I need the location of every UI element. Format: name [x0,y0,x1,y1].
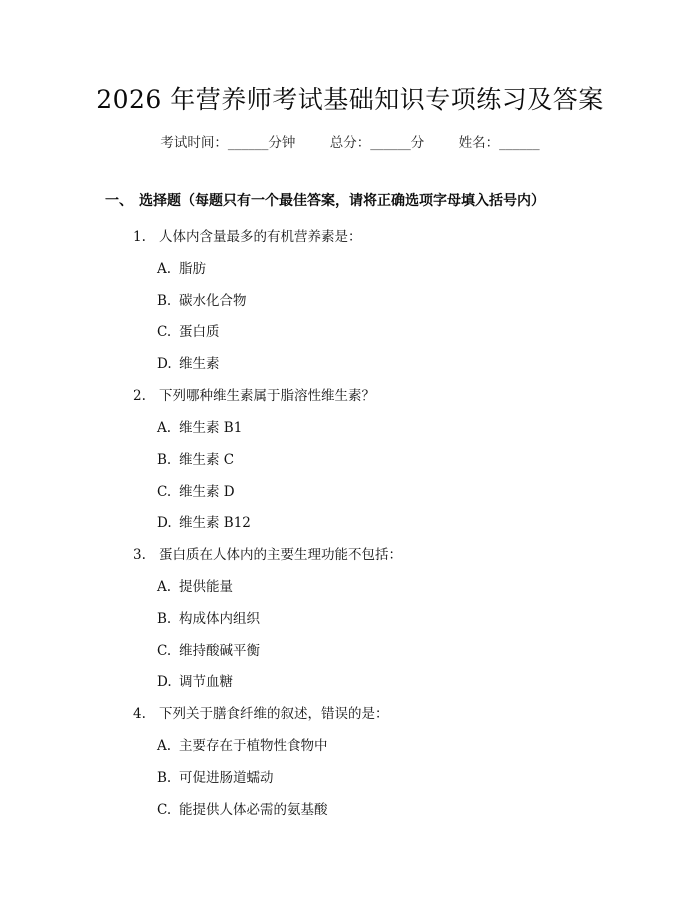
option-letter: A. [157,261,172,277]
question-number: 1. [133,229,146,245]
option-2-b [157,448,234,468]
section-number: 一、 [105,193,133,209]
section-heading [105,190,545,210]
option-text: 蛋白质 [179,324,220,340]
question-3 [133,543,402,563]
question-1 [133,225,362,245]
option-1-a [157,257,206,277]
time-blank: ______ [227,135,269,151]
question-text: 蛋白质在人体内的主要生理功能不包括： [159,547,402,563]
question-text: 人体内含量最多的有机营养素是： [159,229,362,245]
score-unit: 分 [410,135,425,151]
name-blank: ______ [499,135,540,151]
option-4-a [157,734,328,754]
name-label: 姓名： [458,135,500,151]
option-letter: C. [157,643,172,659]
option-1-c [157,320,220,340]
option-text: 碳水化合物 [179,293,247,309]
question-number: 2. [133,388,146,404]
option-text: 能提供人体必需的氨基酸 [179,802,328,818]
option-letter: D. [157,515,172,531]
option-3-b [157,607,260,627]
option-letter: B. [157,452,172,468]
option-text: 维生素 [179,356,220,372]
time-label: 考试时间： [160,135,228,151]
option-text: 维持酸碱平衡 [179,643,260,659]
option-text: 脂肪 [179,261,206,277]
question-number: 3. [133,547,146,563]
question-2 [133,384,375,404]
option-text: 维生素 B1 [179,420,243,436]
option-1-d [157,352,220,372]
option-2-a [157,416,242,436]
question-text: 下列关于膳食纤维的叙述，错误的是： [159,706,389,722]
option-text: 调节血糖 [179,674,233,690]
option-text: 提供能量 [179,579,233,595]
question-number: 4. [133,706,146,722]
option-letter: C. [157,324,172,340]
option-text: 维生素 B12 [179,515,251,531]
time-unit: 分钟 [268,135,296,151]
question-4 [133,702,389,722]
option-4-c [157,798,328,818]
option-3-a [157,575,233,595]
option-text: 可促进肠道蠕动 [179,770,274,786]
document-title: 2026 年营养师考试基础知识专项练习及答案 [96,85,604,114]
option-letter: A. [157,579,172,595]
option-text: 维生素 C [179,452,235,468]
option-letter: A. [157,738,172,754]
option-letter: C. [157,802,172,818]
option-2-c [157,480,235,500]
option-letter: B. [157,293,172,309]
option-letter: A. [157,420,172,436]
option-1-b [157,289,247,309]
option-letter: B. [157,611,172,627]
option-text: 主要存在于植物性食物中 [179,738,328,754]
option-3-c [157,639,260,659]
question-text: 下列哪种维生素属于脂溶性维生素？ [159,388,375,404]
option-letter: B. [157,770,172,786]
option-letter: D. [157,674,172,690]
option-3-d [157,670,233,690]
option-text: 维生素 D [179,484,235,500]
option-letter: C. [157,484,172,500]
option-text: 构成体内组织 [179,611,260,627]
option-2-d [157,511,251,531]
option-letter: D. [157,356,172,372]
exam-info-row [0,131,700,151]
section-title: 选择题（每题只有一个最佳答案，请将正确选项字母填入括号内） [139,193,545,209]
option-4-b [157,766,274,786]
score-label: 总分： [329,135,371,151]
score-blank: ______ [370,135,411,151]
